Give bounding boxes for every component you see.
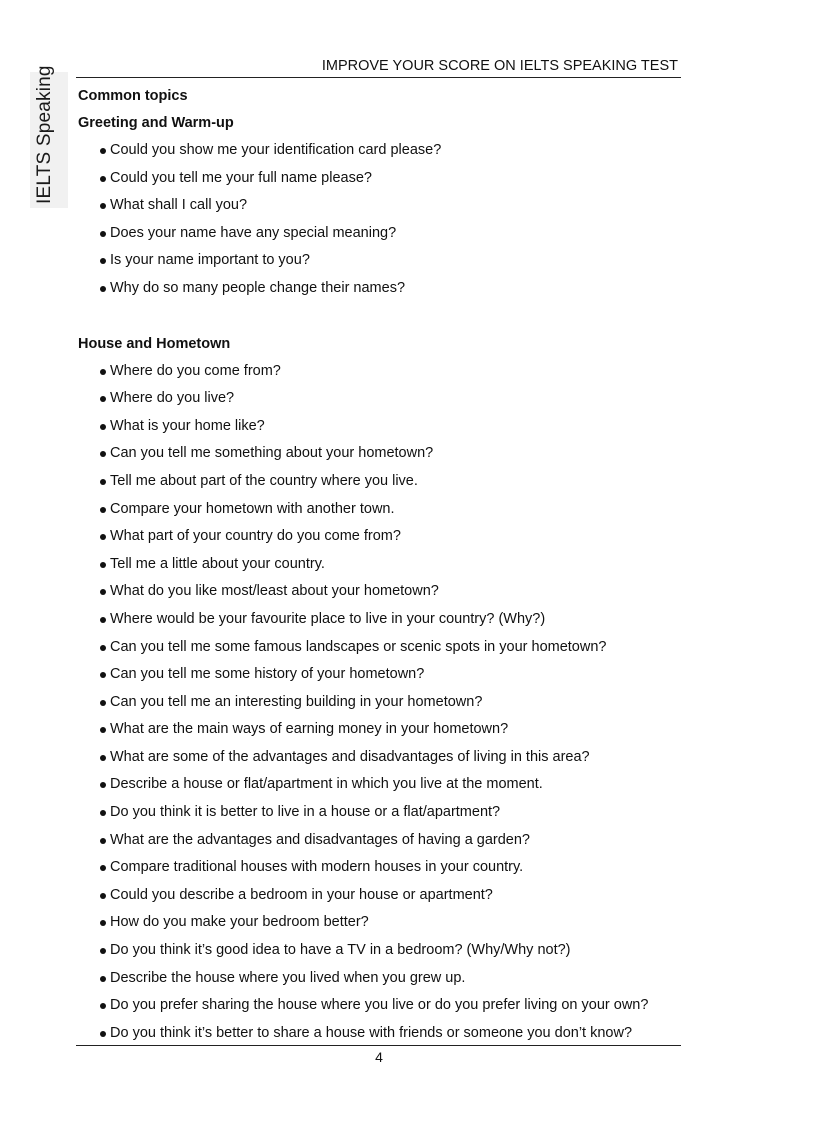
list-item: Where do you come from? <box>100 358 688 386</box>
side-label-text: IELTS Speaking <box>34 65 55 204</box>
list-item: Where do you live? <box>100 385 688 413</box>
section-spacer <box>78 303 688 331</box>
list-item: What do you like most/least about your hometown? <box>100 578 688 606</box>
common-topics-heading: Common topics <box>78 88 188 104</box>
greeting-heading: Greeting and Warm-up <box>78 115 234 131</box>
list-item: How do you make your bedroom better? <box>100 909 688 937</box>
list-item: What are the main ways of earning money in your hometown? <box>100 716 688 744</box>
list-item: What are some of the advantages and disadvantages of living in this area? <box>100 744 688 772</box>
list-item: Could you describe a bedroom in your house or apartment? <box>100 882 688 910</box>
greeting-question-list <box>78 137 688 303</box>
header-rule <box>76 77 681 78</box>
list-item: Can you tell me some history of your hometown? <box>100 661 688 689</box>
header-title: IMPROVE YOUR SCORE ON IELTS SPEAKING TEST <box>321 58 678 74</box>
footer-rule <box>76 1045 681 1046</box>
list-item: Compare traditional houses with modern houses in your country. <box>100 854 688 882</box>
list-item: Where would be your favourite place to live in your country? (Why?) <box>100 606 688 634</box>
house-heading: House and Hometown <box>78 335 231 352</box>
list-item: What is your home like? <box>100 413 688 441</box>
list-item: Describe a house or flat/apartment in which you live at the moment. <box>100 771 688 799</box>
page-number: 4 <box>375 1049 383 1065</box>
list-item: Can you tell me some famous landscapes or scenic spots in your hometown? <box>100 634 688 662</box>
list-item: Is your name important to you? <box>100 247 688 275</box>
list-item: Do you think it’s better to share a house with friends or someone you don’t know? <box>100 1020 688 1048</box>
list-item: Can you tell me something about your hometown? <box>100 440 688 468</box>
list-item: What shall I call you? <box>100 192 688 220</box>
list-item: Does your name have any special meaning? <box>100 220 688 248</box>
page-content <box>78 83 688 1047</box>
list-item: Could you tell me your full name please? <box>100 165 688 193</box>
house-question-list <box>78 358 688 1048</box>
list-item: Do you think it is better to live in a house or a flat/apartment? <box>100 799 688 827</box>
list-item: What part of your country do you come from? <box>100 523 688 551</box>
list-item: Can you tell me an interesting building in your hometown? <box>100 689 688 717</box>
list-item: Do you prefer sharing the house where you live or do you prefer living on your own? <box>100 992 688 1020</box>
side-label <box>30 65 68 208</box>
list-item: Tell me about part of the country where you live. <box>100 468 688 496</box>
list-item: Tell me a little about your country. <box>100 551 688 579</box>
list-item: Do you think it’s good idea to have a TV in a bedroom? (Why/Why not?) <box>100 937 688 965</box>
list-item: Could you show me your identification card please? <box>100 137 688 165</box>
list-item: What are the advantages and disadvantages of having a garden? <box>100 827 688 855</box>
list-item: Describe the house where you lived when you grew up. <box>100 965 688 993</box>
list-item: Why do so many people change their names? <box>100 275 688 303</box>
list-item: Compare your hometown with another town. <box>100 496 688 524</box>
